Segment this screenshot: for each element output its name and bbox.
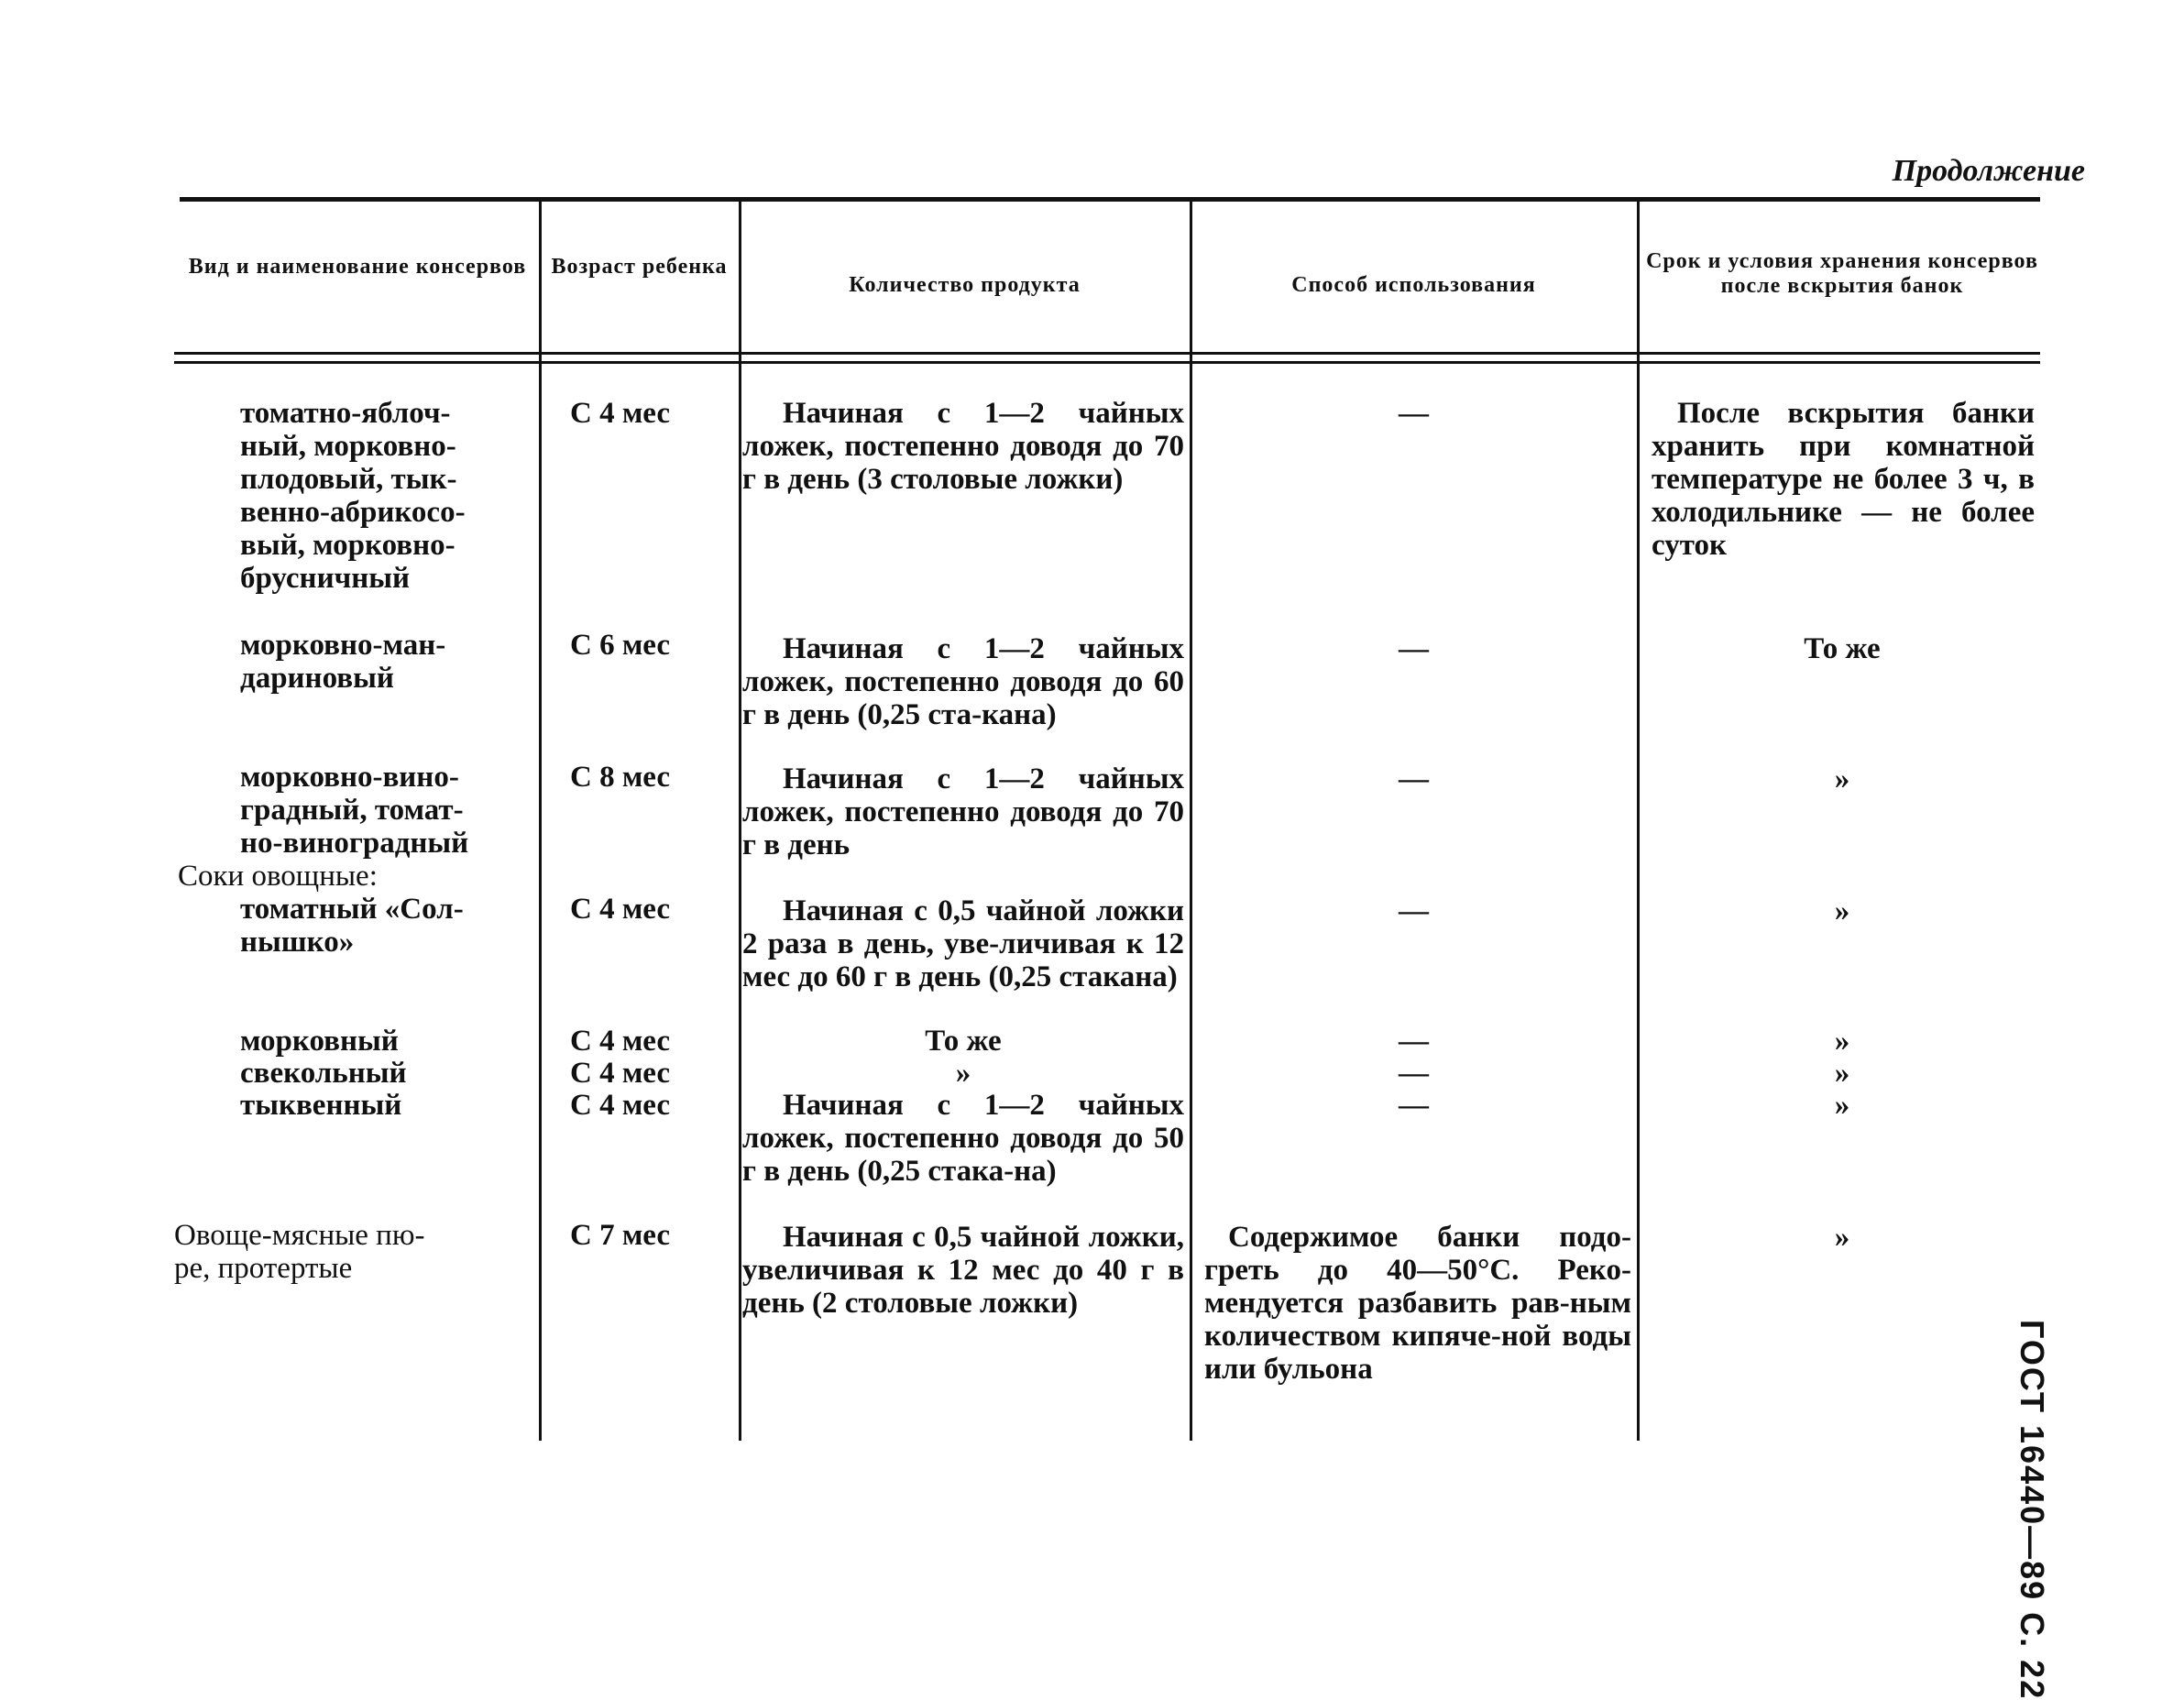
cell-name: томатный «Сол- нышко» <box>240 893 464 959</box>
cell-age: С 4 мес <box>570 1025 671 1058</box>
cell-name: томатно-яблоч- ный, морковно- плодовый, тык- венно-абрикосо- вый, морковно- брусничный <box>240 397 466 595</box>
cell-name: Овоще-мясные пю- ре, протертые <box>174 1219 425 1285</box>
cell-method: — <box>1399 1089 1429 1122</box>
cell-method: — <box>1399 894 1429 927</box>
table-top-rule <box>180 197 2040 202</box>
cell-method: — <box>1399 397 1429 430</box>
header-quantity: Количество продукта <box>849 273 1081 297</box>
header-rule-double <box>174 361 2040 364</box>
cell-storage: » <box>1834 894 1850 927</box>
column-divider <box>1637 202 1640 1441</box>
cell-quantity: Начиная с 0,5 чайной ложки, увеличивая к 12 мес до 40 г в день (2 столовые ложки) <box>742 1221 1184 1320</box>
header-name: Вид и наименование консервов <box>188 255 527 279</box>
cell-quantity: Начиная с 1—2 чайных ложек, постепенно доводя до 70 г в день <box>742 762 1184 861</box>
cell-quantity: Начиная с 1—2 чайных ложек, постепенно доводя до 60 г в день (0,25 ста-кана) <box>742 632 1184 731</box>
cell-age: С 4 мес <box>570 397 671 430</box>
cell-quantity: Начиная с 1—2 чайных ложек, постепенно доводя до 50 г в день (0,25 стака-на) <box>742 1089 1184 1188</box>
cell-method: — <box>1399 632 1429 665</box>
column-divider <box>739 202 741 1441</box>
cell-age: С 8 мес <box>570 761 671 794</box>
column-divider <box>1190 202 1192 1441</box>
cell-age: С 4 мес <box>570 893 671 926</box>
cell-method: Содержимое банки подо-греть до 40—50°С. Реко-мендуется разбавить рав-ным количеством кипяче-ной воды или бульона <box>1204 1221 1631 1386</box>
cell-quantity: Начиная с 1—2 чайных ложек, постепенно доводя до 70 г в день (3 столовые ложки) <box>742 397 1184 496</box>
cell-storage: » <box>1834 1025 1850 1058</box>
cell-method: — <box>1399 1057 1429 1090</box>
cell-quantity: Начиная с 0,5 чайной ложки 2 раза в день, уве-личивая к 12 мес до 60 г в день (0,25 стакана) <box>742 894 1184 993</box>
cell-storage: » <box>1834 762 1850 795</box>
cell-storage: То же <box>1804 632 1881 665</box>
cell-name: морковный <box>240 1025 399 1058</box>
cell-age: С 4 мес <box>570 1089 671 1122</box>
cell-name: морковно-вино- градный, томат- но-виноградный <box>240 761 469 860</box>
cell-storage: После вскрытия банки хранить при комнатной температуре не более 3 ч, в холодильнике — не более суток <box>1652 397 2035 562</box>
cell-storage: » <box>1834 1089 1850 1122</box>
header-method: Способ использования <box>1291 273 1536 297</box>
continuation-label: Продолжение <box>1892 154 2085 188</box>
header-storage: Срок и условия хранения консервов после вскрытия банок <box>1646 249 2038 298</box>
header-age: Возраст ребенка <box>551 255 728 279</box>
header-rule <box>174 352 2040 355</box>
cell-age: С 7 мес <box>570 1219 671 1252</box>
cell-method: — <box>1399 1025 1429 1058</box>
cell-name: свекольный <box>240 1057 407 1090</box>
cell-age: С 6 мес <box>570 629 671 662</box>
cell-storage: » <box>1834 1221 1850 1254</box>
cell-name: тыквенный <box>240 1089 402 1122</box>
cell-quantity: » <box>955 1057 971 1090</box>
column-divider <box>539 202 542 1441</box>
cell-method: — <box>1399 762 1429 795</box>
cell-storage: » <box>1834 1057 1850 1090</box>
group-label: Соки овощные: <box>178 860 378 893</box>
cell-age: С 4 мес <box>570 1057 671 1090</box>
side-document-label: ГОСТ 16440—89 С. 22 <box>2014 1320 2051 1700</box>
cell-name: морковно-ман- дариновый <box>240 629 446 695</box>
cell-quantity: То же <box>925 1025 1002 1058</box>
